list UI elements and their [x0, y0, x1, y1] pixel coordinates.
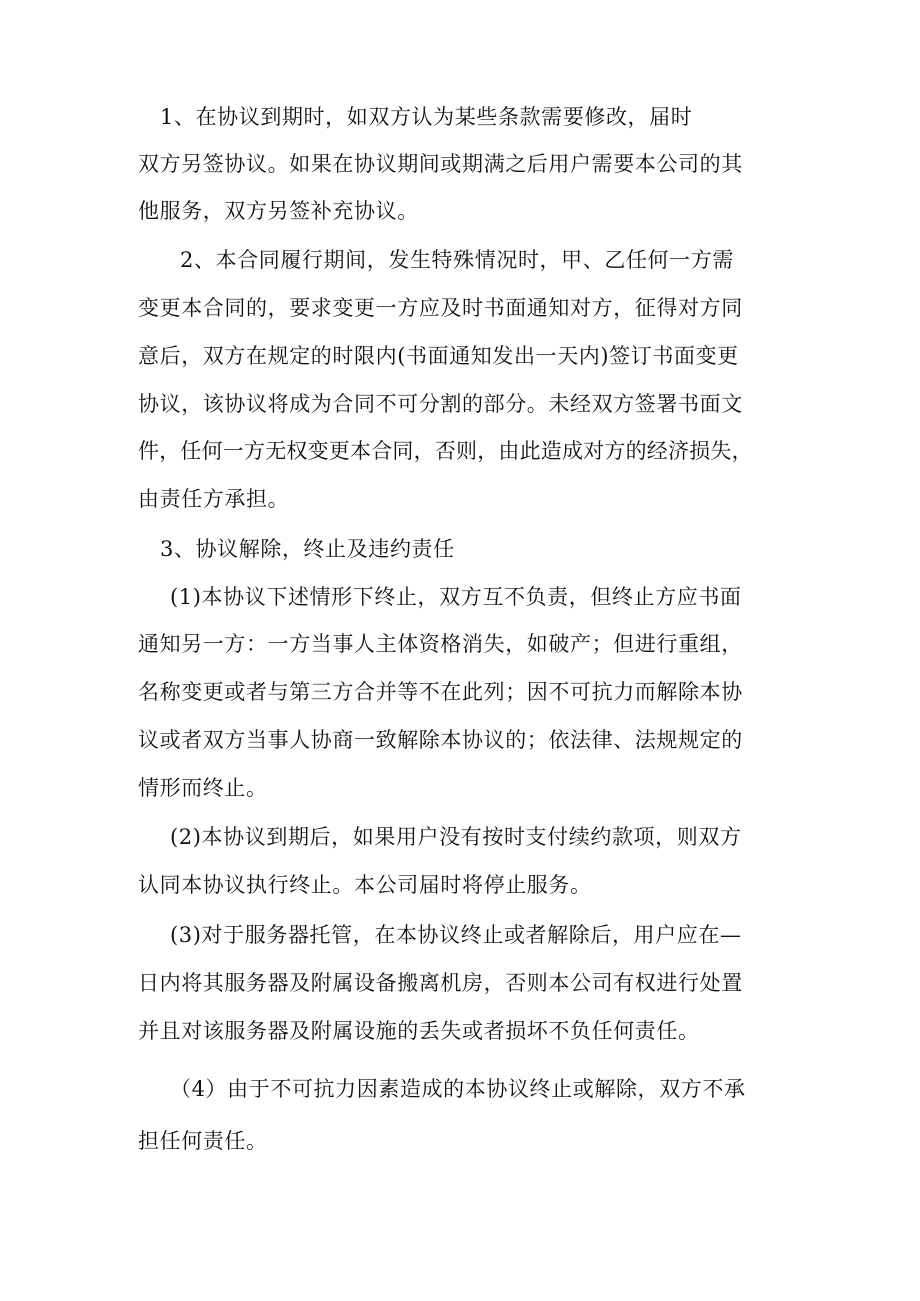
paragraph-5-line-2: 认同本协议执行终止。本公司届时将停止服务。: [138, 873, 592, 897]
paragraph-5-line-1: (2)本协议到期后，如果用户没有按时支付续约款项，则双方: [170, 825, 742, 849]
paragraph-2-line-4: 协议，该协议将成为合同不可分割的部分。未经双方签署书面文: [138, 392, 743, 416]
paragraph-4-line-5: 情形而终止。: [138, 776, 268, 800]
paragraph-2-line-5: 件，任何一方无权变更本合同，否则，由此造成对方的经济损失，: [138, 439, 753, 463]
paragraph-6-line-3: 并且对该服务器及附属设施的丢失或者损坏不负任何责任。: [138, 1019, 700, 1043]
paragraph-4-line-3: 名称变更或者与第三方合并等不在此列；因不可抗力而解除本协: [138, 680, 743, 704]
paragraph-2-line-3: 意后，双方在规定的时限内(书面通知发出一天内)签订书面变更: [138, 344, 739, 368]
paragraph-2-line-6: 由责任方承担。: [138, 487, 290, 511]
paragraph-4-line-4: 议或者双方当事人协商一致解除本协议的；依法律、法规规定的: [138, 728, 743, 752]
section-heading-termination: 3、协议解除，终止及违约责任: [160, 537, 455, 561]
paragraph-1-line-1: 1、在协议到期时，如双方认为某些条款需要修改，届时: [160, 105, 693, 129]
paragraph-2-line-1: 2、本合同履行期间，发生特殊情况时，甲、乙任何一方需: [180, 248, 734, 272]
paragraph-7-line-2: 担任何责任。: [138, 1129, 268, 1153]
paragraph-2-line-2: 变更本合同的，要求变更一方应及时书面通知对方，征得对方同: [138, 296, 743, 320]
paragraph-4-line-1: (1)本协议下述情形下终止，双方互不负责，但终止方应书面: [170, 585, 742, 609]
paragraph-1-line-3: 他服务，双方另签补充协议。: [138, 199, 419, 223]
paragraph-4-line-2: 通知另一方：一方当事人主体资格消失，如破产；但进行重组，: [138, 632, 743, 656]
paragraph-6-line-1: (3)对于服务器托管，在本协议终止或者解除后，用户应在—: [170, 923, 742, 947]
paragraph-1-line-2: 双方另签协议。如果在协议期间或期满之后用户需要本公司的其: [138, 152, 743, 176]
paragraph-6-line-2: 日内将其服务器及附属设备搬离机房，否则本公司有权进行处置: [138, 971, 743, 995]
paragraph-7-line-1: （4）由于不可抗力因素造成的本协议终止或解除，双方不承: [170, 1077, 746, 1101]
